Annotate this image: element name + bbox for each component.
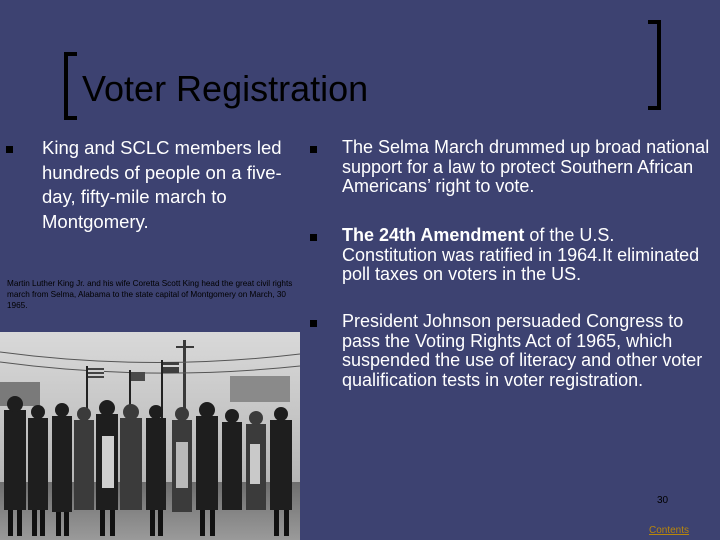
bullet-marker bbox=[310, 234, 317, 241]
bullet-marker bbox=[310, 320, 317, 327]
photo-caption: Martin Luther King Jr. and his wife Coretta Scott King head the great civil rights march from Selma, Alabama to the state capital of Montgomery on March, 30 1965. bbox=[7, 279, 293, 310]
right-bullet-3-text: President Johnson persuaded Congress to pass the Voting Rights Act of 1965, which suspended the use of literacy and other voter qualification tests in voter registration. bbox=[342, 311, 703, 390]
title-bracket-left bbox=[64, 52, 77, 120]
amendment-emphasis: The 24th Amendment bbox=[342, 225, 525, 245]
march-photo bbox=[0, 332, 300, 540]
right-bullet-2-text bbox=[342, 226, 714, 285]
bullet-marker bbox=[6, 146, 13, 153]
left-bullet-text: King and SCLC members led hundreds of people on a five-day, fifty-mile march to Montgomery. bbox=[42, 137, 282, 232]
contents-link[interactable]: Contents bbox=[649, 525, 690, 536]
amendment-detail: of the U.S. Constitution was ratified in 1964.It eliminated poll taxes on voters in the US. bbox=[342, 225, 700, 284]
slide-title: Voter Registration bbox=[82, 68, 369, 109]
right-bullet-1-text: The Selma March drummed up broad national support for a law to protect Southern African Americans’ right to vote. bbox=[342, 137, 710, 196]
page-number: 30 bbox=[657, 495, 669, 506]
bullet-marker bbox=[310, 146, 317, 153]
title-bracket-right bbox=[648, 20, 661, 110]
